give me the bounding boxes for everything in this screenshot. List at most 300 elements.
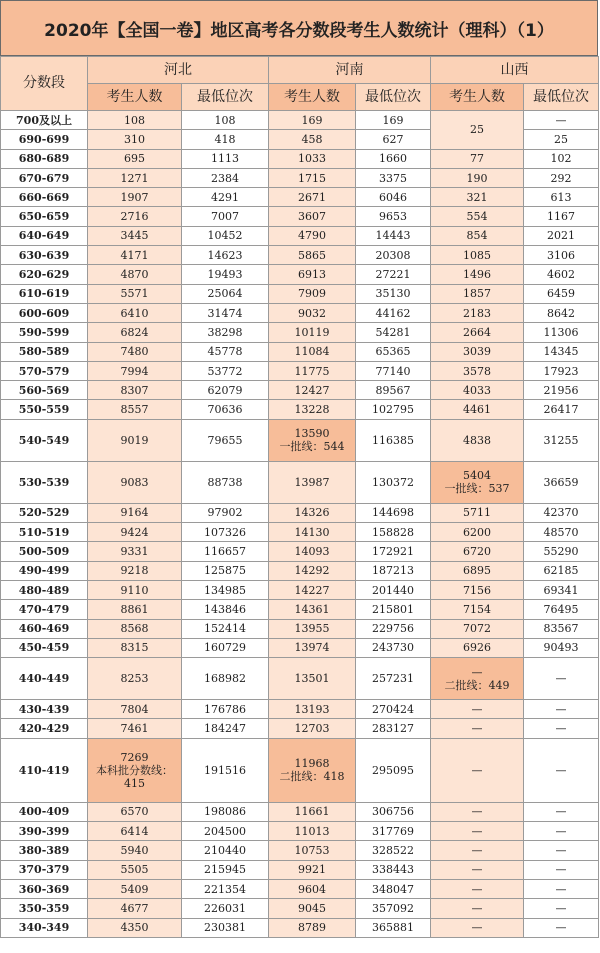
hebei-count-cell-value: 5409: [120, 882, 149, 896]
hebei-rank-cell: [182, 400, 269, 419]
shanxi-count-cell: [431, 841, 524, 860]
hebei-rank-cell-value: 230381: [204, 921, 246, 935]
score-table: [0, 56, 599, 938]
hebei-rank-cell-value: 25064: [207, 287, 243, 301]
shanxi-rank-cell-value: 292: [550, 171, 572, 185]
shanxi-rank-cell-value: 55290: [543, 544, 579, 558]
shanxi-rank-cell-value: —: [555, 921, 567, 935]
hebei-rank-cell: [182, 284, 269, 303]
henan-rank-cell-value: 35130: [375, 287, 411, 301]
hebei-rank-cell: [182, 899, 269, 918]
henan-rank-cell: [356, 381, 431, 400]
shanxi-count-cell: [431, 561, 524, 580]
henan-count-cell-value: 11968: [294, 757, 330, 771]
table-row: [1, 419, 599, 461]
shanxi-rank-cell: [524, 802, 599, 821]
hebei-count-cell-value: 7269: [120, 750, 149, 764]
segment-cell-value: 480-489: [18, 583, 70, 597]
shanxi-rank-cell-value: —: [555, 901, 567, 915]
table-row: [1, 523, 599, 542]
henan-count-cell-value: 169: [301, 113, 323, 127]
henan-count-cell: [269, 342, 356, 361]
hebei-rank-cell-value: 215945: [204, 863, 246, 877]
henan-count-cell: [269, 600, 356, 619]
shanxi-rank-cell-value: 17923: [543, 364, 579, 378]
shanxi-rank-cell: [524, 461, 599, 503]
henan-rank-cell: [356, 822, 431, 841]
henan-rank-cell-value: 357092: [372, 901, 414, 915]
hebei-rank-cell: [182, 207, 269, 226]
shanxi-rank-cell-value: —: [555, 702, 567, 716]
table-row: [1, 700, 599, 719]
shanxi-rank-cell: [524, 419, 599, 461]
table-row: [1, 188, 599, 207]
henan-rank-cell-value: 130372: [372, 475, 414, 489]
hebei-rank-cell-value: 2384: [211, 171, 239, 185]
shanxi-count-cell-value: 190: [466, 171, 488, 185]
shanxi-count-cell: [431, 149, 524, 168]
hebei-count-cell-value: 4677: [120, 901, 149, 915]
henan-rank-cell: [356, 284, 431, 303]
henan-count-cell-value: 14227: [294, 583, 330, 597]
henan-rank-cell: [356, 879, 431, 898]
hebei-rank-cell: [182, 879, 269, 898]
shanxi-count-cell-value: 1085: [463, 248, 491, 262]
hebei-rank-cell-value: 62079: [207, 383, 243, 397]
shanxi-count-cell: [431, 111, 524, 150]
province-header-henan: 河南: [269, 57, 431, 84]
table-row: [1, 918, 599, 937]
shanxi-rank-cell: [524, 719, 599, 738]
shanxi-rank-cell: [524, 111, 599, 130]
shanxi-count-cell: [431, 822, 524, 841]
shanxi-rank-cell-value: 36659: [543, 475, 579, 489]
segment-cell: [1, 600, 88, 619]
henan-rank-cell-value: 27221: [375, 268, 411, 282]
henan-count-cell-value: 5865: [298, 248, 326, 262]
hebei-count-cell-value: 7461: [120, 722, 149, 736]
segment-cell: [1, 561, 88, 580]
table-row: [1, 542, 599, 561]
henan-count-cell-value: 1033: [298, 152, 326, 166]
shanxi-rank-cell-value: 613: [550, 190, 572, 204]
henan-rank-cell-value: 338443: [372, 863, 414, 877]
shanxi-rank-cell: [524, 503, 599, 522]
segment-cell-value: 500-509: [18, 544, 70, 558]
hebei-rank-cell-value: 116657: [204, 544, 246, 558]
shanxi-count-cell-value: 2664: [463, 325, 491, 339]
henan-rank-cell: [356, 503, 431, 522]
segment-cell: [1, 860, 88, 879]
shanxi-rank-cell-value: 4602: [547, 268, 575, 282]
shanxi-rank-cell: [524, 658, 599, 700]
hebei-rank-cell-value: 198086: [204, 805, 246, 819]
shanxi-count-cell-value: 6926: [463, 641, 491, 655]
shanxi-rank-cell-value: 83567: [543, 622, 579, 636]
henan-count-cell-value: 13501: [294, 672, 330, 686]
henan-rank-cell: [356, 738, 431, 802]
shanxi-rank-cell-value: 3106: [547, 248, 575, 262]
henan-rank-cell-value: 14443: [375, 229, 411, 243]
table-row: [1, 658, 599, 700]
shanxi-count-cell-value: —: [471, 702, 483, 716]
hebei-count-cell: [88, 149, 182, 168]
hebei-count-cell-value: 4171: [120, 248, 149, 262]
segment-cell: [1, 523, 88, 542]
shanxi-count-cell: [431, 265, 524, 284]
segment-cell: [1, 226, 88, 245]
henan-rank-cell-value: 158828: [372, 525, 414, 539]
henan-count-cell: [269, 265, 356, 284]
henan-count-cell: [269, 638, 356, 657]
hebei-rank-cell: [182, 361, 269, 380]
segment-cell-value: 420-429: [18, 722, 70, 736]
segment-cell: [1, 719, 88, 738]
henan-count-cell-value: 10753: [294, 843, 330, 857]
hebei-count-cell-value: 9218: [120, 564, 149, 578]
segment-cell-value: 460-469: [18, 622, 70, 636]
henan-count-cell: [269, 580, 356, 599]
henan-count-cell: [269, 111, 356, 130]
hebei-count-cell: [88, 265, 182, 284]
shanxi-count-cell-value: 1496: [463, 268, 491, 282]
segment-cell-value: 600-609: [18, 306, 70, 320]
shanxi-rank-cell: [524, 580, 599, 599]
segment-cell-value: 340-349: [18, 921, 70, 935]
henan-rank-cell: [356, 523, 431, 542]
shanxi-rank-cell: [524, 738, 599, 802]
shanxi-rank-cell: [524, 523, 599, 542]
henan-count-cell-value: 13228: [294, 403, 330, 417]
segment-cell-value: 440-449: [18, 672, 70, 686]
shanxi-count-cell: [431, 542, 524, 561]
henan-rank-cell-value: 169: [382, 113, 404, 127]
shanxi-rank-cell: [524, 619, 599, 638]
shanxi-rank-cell: [524, 638, 599, 657]
hebei-count-cell-value: 9083: [120, 475, 149, 489]
shanxi-count-cell-cutoff-note: 二批线：449: [444, 678, 510, 692]
hebei-rank-cell: [182, 841, 269, 860]
shanxi-count-cell-value: —: [471, 722, 483, 736]
segment-cell: [1, 246, 88, 265]
hebei-rank-cell-value: 108: [214, 113, 236, 127]
henan-rank-cell: [356, 860, 431, 879]
segment-cell-value: 670-679: [18, 171, 70, 185]
segment-cell: [1, 111, 88, 130]
hebei-count-cell-value: 6410: [120, 306, 149, 320]
hebei-count-cell-cutoff-note: 本科批分数线：415: [96, 763, 173, 790]
hebei-count-cell: [88, 580, 182, 599]
shanxi-count-cell: [431, 503, 524, 522]
henan-rank-cell: [356, 323, 431, 342]
table-row: [1, 381, 599, 400]
segment-cell: [1, 419, 88, 461]
henan-count-cell: [269, 461, 356, 503]
shanxi-rank-cell: [524, 342, 599, 361]
hebei-count-cell-value: 108: [124, 113, 145, 127]
hebei-rank-cell-value: 107326: [204, 525, 246, 539]
segment-cell: [1, 638, 88, 657]
shanxi-rank-cell-value: 11306: [543, 325, 579, 339]
henan-rank-cell-value: 257231: [372, 672, 414, 686]
shanxi-count-cell-value: 4461: [463, 403, 491, 417]
shanxi-rank-cell-value: 90493: [543, 641, 579, 655]
henan-count-cell: [269, 168, 356, 187]
table-row: [1, 619, 599, 638]
hebei-count-cell: [88, 899, 182, 918]
shanxi-count-cell: [431, 700, 524, 719]
segment-cell: [1, 303, 88, 322]
henan-rank-cell: [356, 899, 431, 918]
count-header-shanxi: 考生人数: [431, 84, 524, 111]
shanxi-count-cell: [431, 303, 524, 322]
table-row: [1, 168, 599, 187]
shanxi-rank-cell: [524, 899, 599, 918]
segment-cell-value: 360-369: [18, 882, 70, 896]
segment-cell: [1, 899, 88, 918]
shanxi-count-cell: [431, 226, 524, 245]
hebei-rank-cell-value: 70636: [207, 403, 243, 417]
shanxi-count-cell-value: —: [471, 863, 483, 877]
shanxi-count-cell-value: 7072: [463, 622, 491, 636]
henan-count-cell: [269, 303, 356, 322]
shanxi-rank-cell: [524, 188, 599, 207]
segment-cell: [1, 822, 88, 841]
hebei-rank-cell: [182, 802, 269, 821]
henan-rank-cell: [356, 719, 431, 738]
shanxi-rank-cell-value: 1167: [547, 210, 575, 224]
shanxi-rank-cell: [524, 323, 599, 342]
shanxi-count-cell: [431, 899, 524, 918]
henan-count-cell-value: 9032: [298, 306, 326, 320]
shanxi-rank-cell-value: 21956: [543, 383, 579, 397]
table-row: [1, 111, 599, 130]
henan-count-cell: [269, 719, 356, 738]
shanxi-count-cell: [431, 600, 524, 619]
shanxi-count-cell: [431, 802, 524, 821]
hebei-count-cell-value: 695: [124, 152, 145, 166]
hebei-count-cell: [88, 130, 182, 149]
hebei-rank-cell: [182, 265, 269, 284]
hebei-rank-cell-value: 14623: [207, 248, 243, 262]
segment-cell: [1, 323, 88, 342]
hebei-count-cell: [88, 361, 182, 380]
hebei-rank-cell: [182, 246, 269, 265]
segment-cell-value: 690-699: [18, 132, 70, 146]
shanxi-count-cell-value: —: [471, 843, 483, 857]
shanxi-rank-cell-value: 31255: [543, 433, 579, 447]
shanxi-rank-cell-value: 62185: [543, 564, 579, 578]
segment-cell-value: 380-389: [18, 843, 70, 857]
henan-count-cell-value: 9045: [298, 901, 326, 915]
hebei-rank-cell-value: 1113: [211, 152, 239, 166]
hebei-rank-cell-value: 168982: [204, 672, 246, 686]
henan-count-cell-value: 11013: [294, 824, 330, 838]
hebei-rank-cell: [182, 523, 269, 542]
hebei-count-cell: [88, 461, 182, 503]
shanxi-rank-cell-value: 48570: [543, 525, 579, 539]
segment-cell: [1, 342, 88, 361]
henan-rank-cell-value: 306756: [372, 805, 414, 819]
henan-count-cell-value: 14093: [294, 544, 330, 558]
table-row: [1, 284, 599, 303]
shanxi-rank-cell: [524, 381, 599, 400]
shanxi-rank-cell: [524, 207, 599, 226]
hebei-rank-cell: [182, 149, 269, 168]
henan-rank-cell: [356, 802, 431, 821]
henan-rank-cell: [356, 461, 431, 503]
hebei-count-cell-value: 7994: [120, 364, 149, 378]
shanxi-rank-cell: [524, 246, 599, 265]
shanxi-count-cell-value: 6720: [463, 544, 491, 558]
shanxi-count-cell-value: —: [471, 824, 483, 838]
segment-cell: [1, 284, 88, 303]
segment-cell: [1, 841, 88, 860]
segment-cell-value: 660-669: [18, 190, 70, 204]
henan-rank-cell-value: 270424: [372, 702, 414, 716]
shanxi-count-cell: [431, 738, 524, 802]
hebei-count-cell: [88, 400, 182, 419]
shanxi-count-cell: [431, 658, 524, 700]
henan-count-cell: [269, 658, 356, 700]
table-row: [1, 149, 599, 168]
henan-rank-cell: [356, 700, 431, 719]
rank-header-henan: 最低位次: [356, 84, 431, 111]
segment-cell: [1, 619, 88, 638]
henan-count-cell-value: 9604: [298, 882, 326, 896]
table-row: [1, 342, 599, 361]
segment-cell-value: 430-439: [18, 702, 70, 716]
hebei-rank-cell: [182, 860, 269, 879]
hebei-count-cell: [88, 188, 182, 207]
hebei-count-cell: [88, 719, 182, 738]
henan-count-cell-value: 7909: [298, 287, 326, 301]
shanxi-count-cell: [431, 188, 524, 207]
hebei-count-cell: [88, 523, 182, 542]
henan-rank-cell-value: 144698: [372, 506, 414, 520]
table-row: [1, 879, 599, 898]
hebei-rank-cell-value: 10452: [207, 229, 243, 243]
shanxi-count-cell: [431, 323, 524, 342]
count-header-hebei: 考生人数: [88, 84, 182, 111]
hebei-count-cell-value: 6570: [120, 805, 149, 819]
henan-rank-cell-value: 3375: [379, 171, 407, 185]
shanxi-rank-cell-value: —: [555, 863, 567, 877]
shanxi-count-cell-value: 5404: [463, 469, 491, 483]
henan-count-cell: [269, 130, 356, 149]
henan-count-cell-value: 13974: [294, 641, 330, 655]
segment-cell: [1, 188, 88, 207]
henan-rank-cell-value: 89567: [375, 383, 411, 397]
hebei-count-cell: [88, 246, 182, 265]
table-row: [1, 303, 599, 322]
table-row: [1, 580, 599, 599]
shanxi-count-cell-value: 3039: [463, 345, 491, 359]
hebei-count-cell: [88, 419, 182, 461]
henan-count-cell-cutoff-note: 一批线：544: [279, 440, 345, 454]
hebei-count-cell: [88, 381, 182, 400]
table-row: [1, 400, 599, 419]
henan-count-cell-value: 12703: [294, 722, 330, 736]
shanxi-rank-cell: [524, 860, 599, 879]
count-header-henan: 考生人数: [269, 84, 356, 111]
shanxi-count-cell-value: 321: [466, 190, 488, 204]
shanxi-rank-cell-value: —: [555, 672, 567, 686]
segment-cell: [1, 381, 88, 400]
henan-count-cell: [269, 226, 356, 245]
segment-cell: [1, 168, 88, 187]
shanxi-count-cell-value: —: [471, 763, 483, 777]
hebei-rank-cell: [182, 342, 269, 361]
table-row: [1, 246, 599, 265]
shanxi-rank-cell: [524, 822, 599, 841]
hebei-rank-cell-value: 134985: [204, 583, 246, 597]
segment-cell-value: 590-599: [18, 325, 70, 339]
segment-cell-value: 410-419: [18, 763, 70, 777]
segment-cell-value: 490-499: [18, 564, 70, 578]
henan-rank-cell: [356, 918, 431, 937]
henan-rank-cell-value: 9653: [379, 210, 407, 224]
shanxi-count-cell-value: 2183: [463, 306, 491, 320]
henan-count-cell: [269, 361, 356, 380]
hebei-rank-cell: [182, 600, 269, 619]
shanxi-rank-cell-value: 42370: [543, 506, 579, 520]
hebei-rank-cell: [182, 638, 269, 657]
segment-cell-value: 370-379: [18, 863, 70, 877]
table-row: [1, 738, 599, 802]
henan-rank-cell-value: 348047: [372, 882, 414, 896]
shanxi-rank-cell-value: —: [555, 805, 567, 819]
henan-count-cell-value: 458: [301, 132, 323, 146]
shanxi-count-cell: [431, 400, 524, 419]
hebei-rank-cell: [182, 700, 269, 719]
henan-count-cell: [269, 700, 356, 719]
shanxi-count-cell: [431, 461, 524, 503]
hebei-rank-cell: [182, 503, 269, 522]
henan-rank-cell: [356, 600, 431, 619]
henan-rank-cell-value: 77140: [375, 364, 411, 378]
henan-rank-cell: [356, 207, 431, 226]
shanxi-rank-cell-value: 6459: [547, 287, 575, 301]
henan-count-cell: [269, 503, 356, 522]
henan-count-cell-value: 12427: [294, 383, 330, 397]
shanxi-count-cell-value: 3578: [463, 364, 491, 378]
segment-cell-value: 650-659: [18, 210, 70, 224]
segment-cell-value: 610-619: [18, 287, 70, 301]
henan-rank-cell-value: 54281: [375, 325, 411, 339]
henan-count-cell: [269, 400, 356, 419]
hebei-count-cell-value: 1907: [120, 190, 149, 204]
shanxi-count-cell-value: 7154: [463, 602, 491, 616]
hebei-rank-cell-value: 184247: [204, 722, 246, 736]
hebei-rank-cell: [182, 168, 269, 187]
hebei-count-cell: [88, 226, 182, 245]
hebei-count-cell: [88, 638, 182, 657]
hebei-rank-cell-value: 176786: [204, 702, 246, 716]
table-row: [1, 822, 599, 841]
henan-count-cell: [269, 822, 356, 841]
shanxi-rank-cell: [524, 168, 599, 187]
segment-cell-value: 640-649: [18, 229, 70, 243]
segment-cell: [1, 738, 88, 802]
shanxi-rank-cell: [524, 841, 599, 860]
segment-cell: [1, 400, 88, 419]
hebei-count-cell-value: 5505: [120, 863, 149, 877]
hebei-rank-cell: [182, 323, 269, 342]
hebei-count-cell: [88, 323, 182, 342]
henan-rank-cell: [356, 226, 431, 245]
hebei-count-cell-value: 8557: [120, 403, 149, 417]
